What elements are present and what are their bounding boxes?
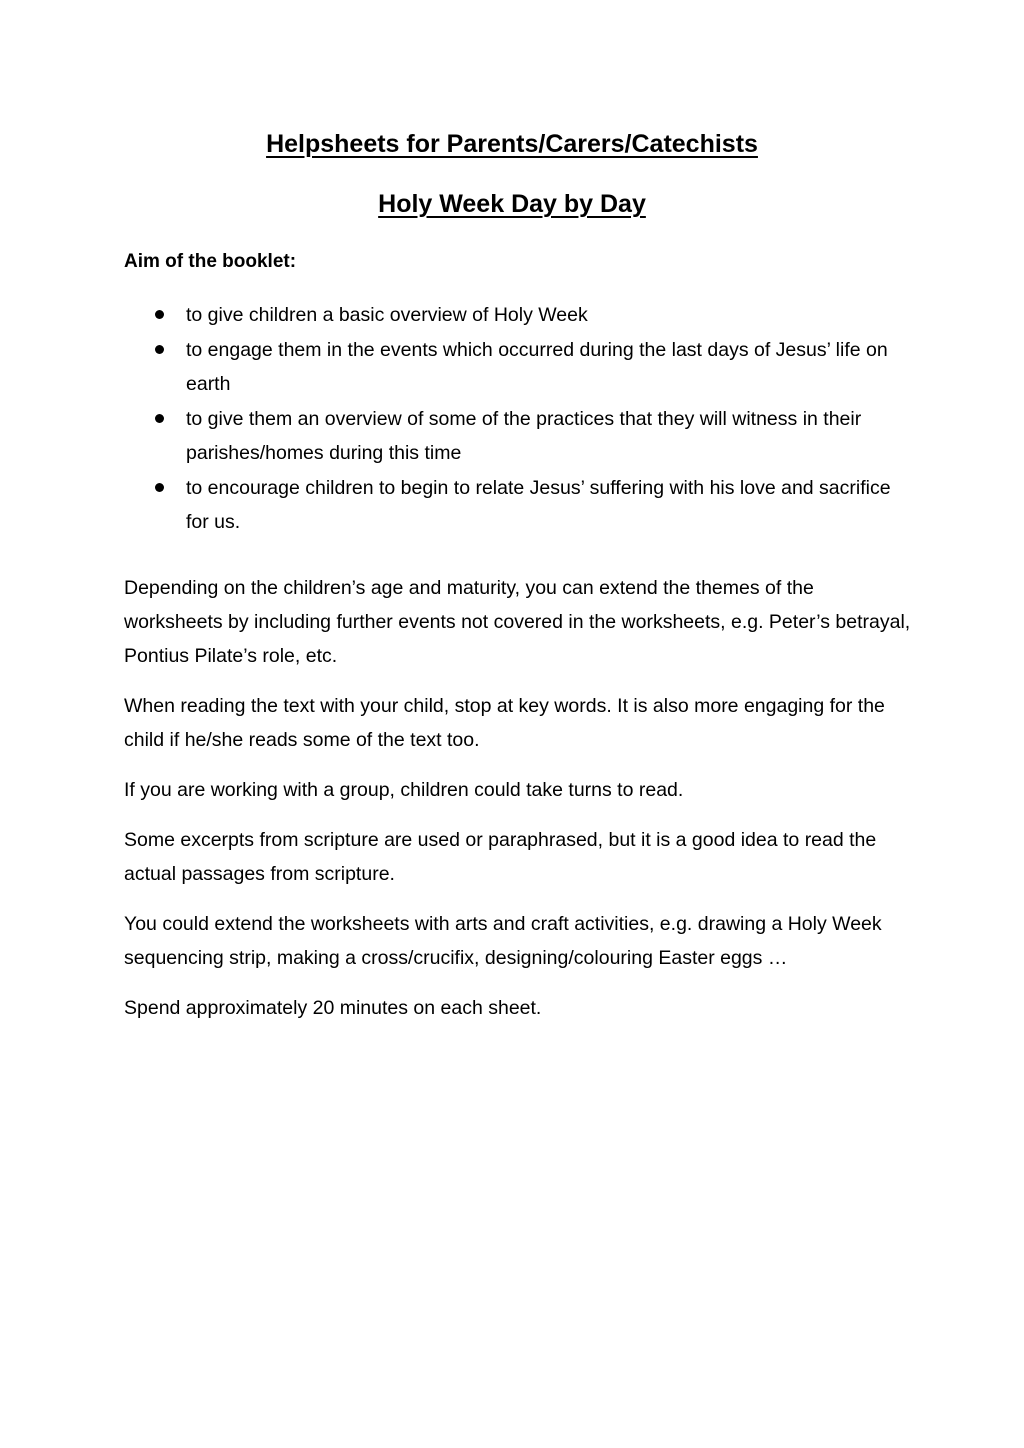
paragraph-extend-themes: Depending on the children’s age and maturity, you can extend the themes of the worksheets by including further events not covered in the worksheets, e.g. Peter’s betrayal, Pontius Pilate’s role, etc. xyxy=(124,577,911,667)
aim-text: to encourage children to begin to relate Jesus’ suffering with his love and sacrifice for us. xyxy=(186,477,891,533)
aim-list xyxy=(124,298,914,540)
aim-heading: Aim of the booklet: xyxy=(124,251,297,272)
bullet-icon xyxy=(155,483,164,492)
aim-list-item xyxy=(124,471,914,539)
bullet-icon xyxy=(155,345,164,354)
paragraph-reading-tips: When reading the text with your child, stop at key words. It is also more engaging for the child if he/she reads some of the text too. xyxy=(124,695,885,751)
paragraph-duration: Spend approximately 20 minutes on each sheet. xyxy=(124,997,542,1019)
paragraph-group-work: If you are working with a group, children could take turns to read. xyxy=(124,779,684,801)
aim-text: to engage them in the events which occurred during the last days of Jesus’ life on earth xyxy=(186,339,888,395)
paragraph-craft-activities: You could extend the worksheets with arts and craft activities, e.g. drawing a Holy Week sequencing strip, making a cross/crucifix, designing/colouring Easter eggs … xyxy=(124,913,882,969)
aim-text: to give them an overview of some of the practices that they will witness in their parishes/homes during this time xyxy=(186,408,862,464)
page-subtitle: Holy Week Day by Day xyxy=(378,190,646,218)
paragraph-scripture: Some excerpts from scripture are used or paraphrased, but it is a good idea to read the actual passages from scripture. xyxy=(124,829,877,885)
page-title: Helpsheets for Parents/Carers/Catechists xyxy=(266,130,758,158)
body-text xyxy=(124,571,914,1041)
bullet-icon xyxy=(155,310,164,319)
aim-list-item xyxy=(124,333,914,401)
bullet-icon xyxy=(155,414,164,423)
aim-text: to give children a basic overview of Holy Week xyxy=(186,304,588,326)
aim-list-item xyxy=(124,402,914,470)
aim-list-item xyxy=(124,298,914,332)
